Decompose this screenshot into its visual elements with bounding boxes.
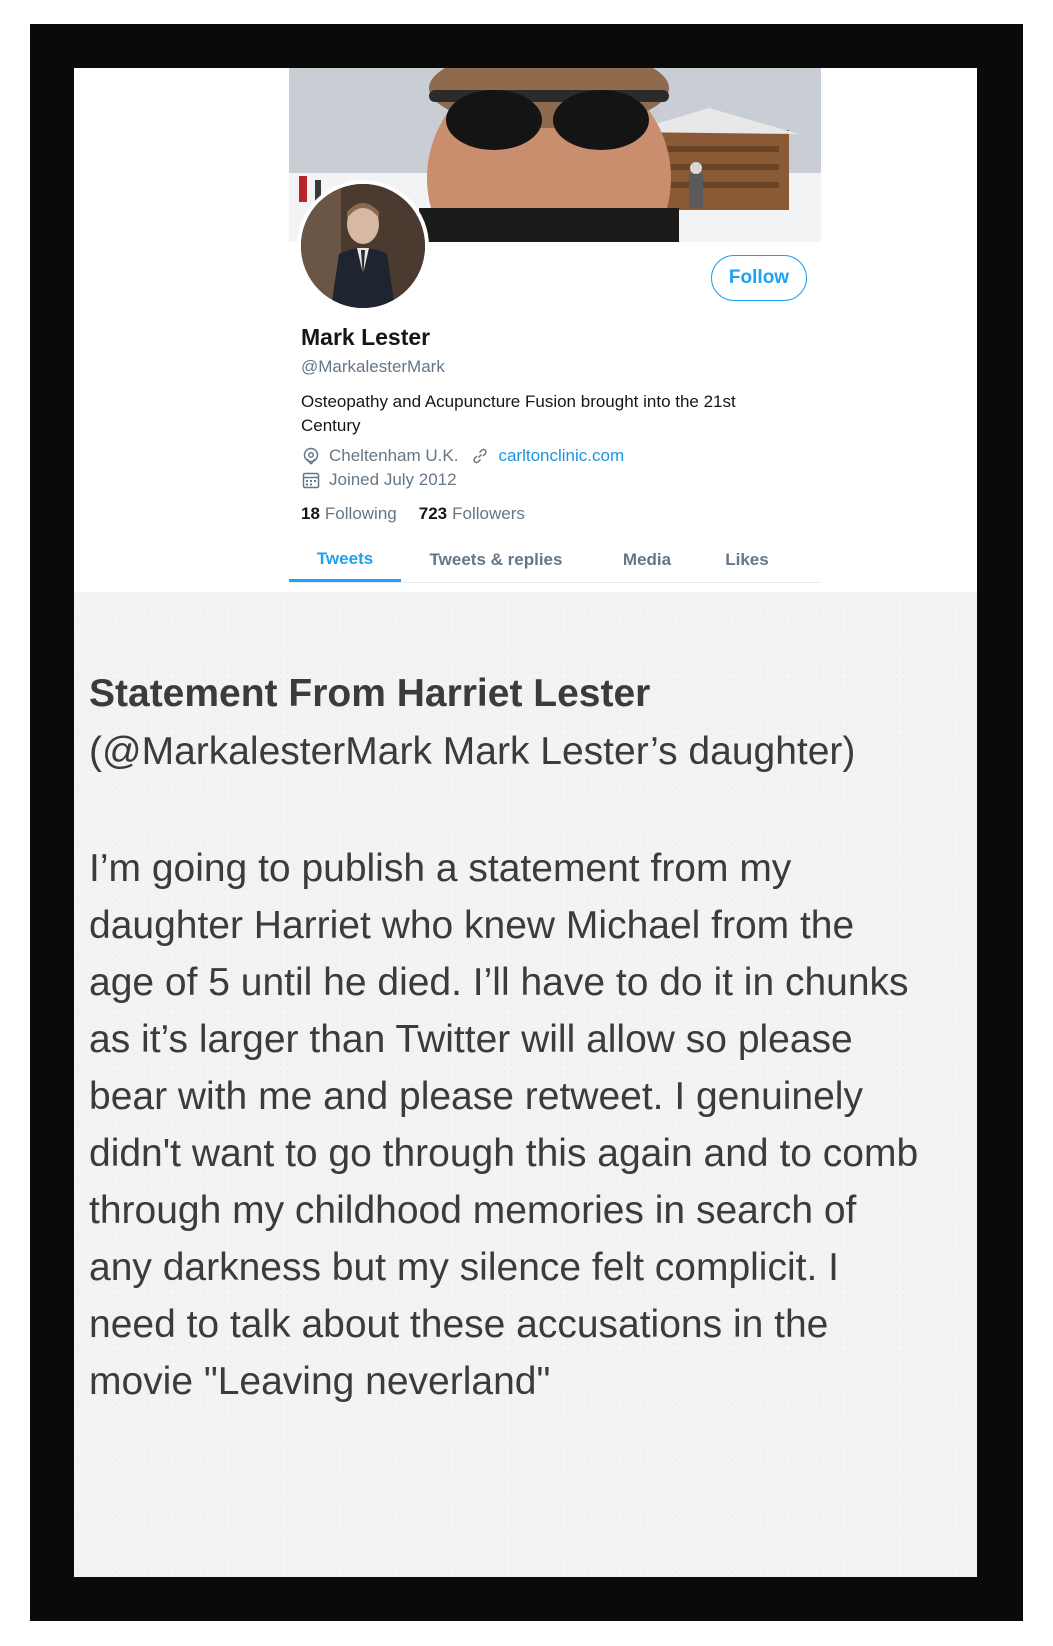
profile-bio: Osteopathy and Acupuncture Fusion brought into the 21st Century [301, 392, 736, 435]
followers-count: 723 [418, 504, 448, 523]
followers-stat[interactable] [419, 504, 525, 524]
twitter-profile-card [74, 68, 977, 622]
profile-name: Mark Lester [301, 324, 431, 350]
screenshot-area [74, 68, 977, 1577]
statement-note [74, 592, 977, 1577]
avatar-photo-illustration [301, 184, 425, 308]
profile-meta-location-row [301, 446, 624, 466]
follow-button[interactable]: Follow [711, 255, 807, 301]
tab-tweets[interactable]: Tweets [289, 538, 401, 582]
statement-subtitle: (@MarkalesterMark Mark Lester’s daughter) [89, 730, 856, 773]
location-pin-icon [301, 446, 321, 466]
following-label: Following [324, 504, 397, 523]
tab-tweets-and-replies[interactable]: Tweets & replies [429, 550, 563, 569]
profile-website-link[interactable]: carltonclinic.com [498, 446, 625, 465]
black-frame [30, 24, 1023, 1621]
followers-label: Followers [452, 504, 525, 523]
profile-location: Cheltenham U.K. [329, 446, 459, 465]
avatar[interactable] [297, 180, 429, 312]
following-stat[interactable] [301, 504, 397, 524]
statement-title: Statement From Harriet Lester [89, 672, 651, 715]
profile-joined-date: Joined July 2012 [329, 470, 457, 489]
tab-likes[interactable]: Likes [725, 550, 769, 569]
calendar-icon [301, 470, 321, 490]
profile-handle: @MarkalesterMark [301, 357, 445, 376]
tab-media[interactable]: Media [622, 550, 672, 569]
link-icon [470, 446, 490, 466]
statement-body: I’m going to publish a statement from my daughter Harriet who knew Michael from the age of 5 until he died. I’ll have to do it in chunks as it’s larger than Twitter will allow so please bear with me and please retweet. I genuinely didn't want to go through this again and to comb through my childhood memories in search of any darkness but my silence felt complicit. I need to talk about these accusations in the movie "Leaving neverland" [89, 847, 919, 1403]
profile-meta-joined-row [301, 470, 457, 490]
following-count: 18 [301, 504, 320, 523]
profile-tabs [289, 538, 821, 583]
profile-stats [301, 504, 525, 524]
